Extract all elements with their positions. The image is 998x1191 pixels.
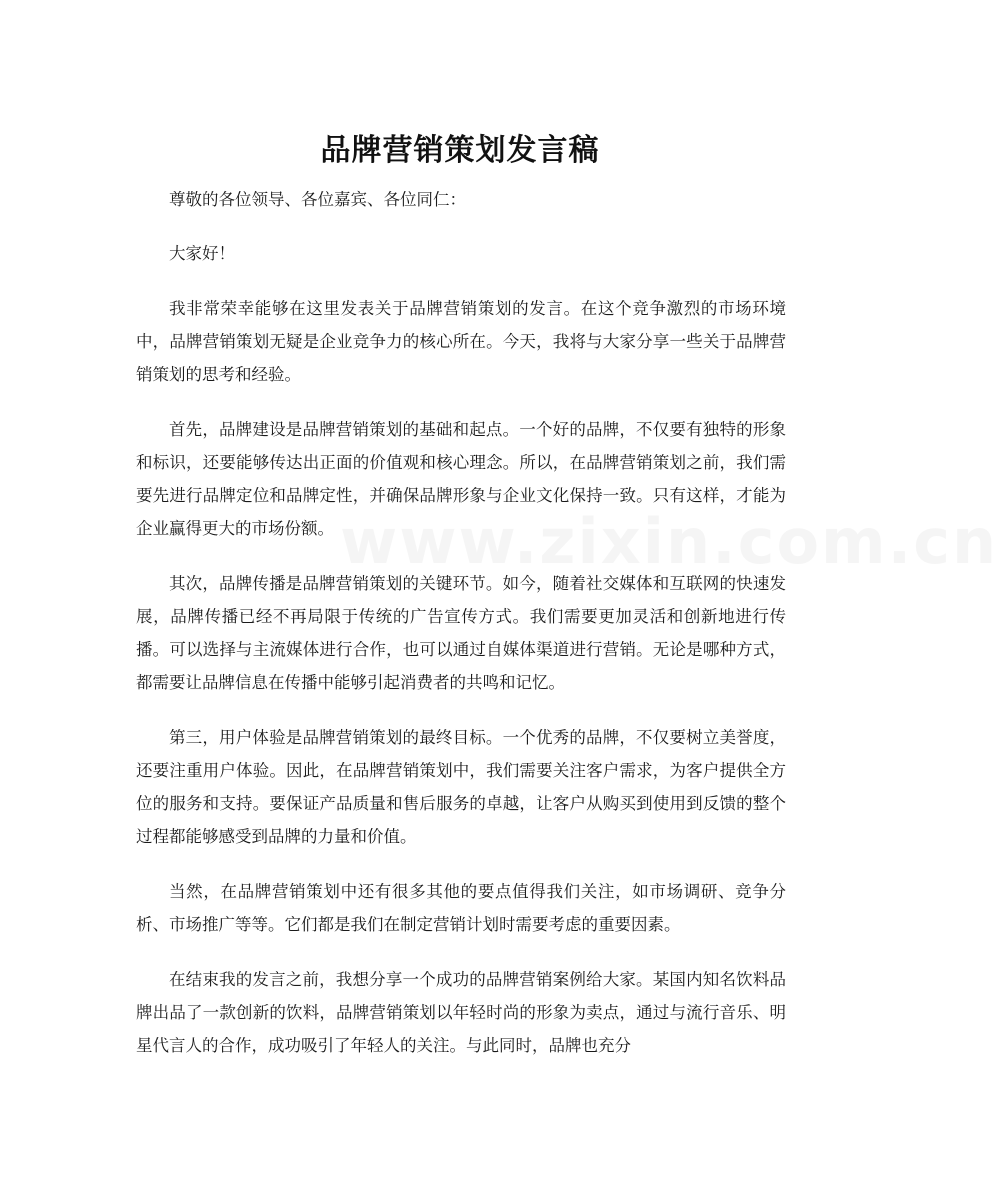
page-title: 品牌营销策划发言稿: [320, 133, 600, 169]
intro-paragraph: 我非常荣幸能够在这里发表关于品牌营销策划的发言。在这个竞争激烈的市场环境中，品牌营销策划无疑是企业竞争力的核心所在。今天，我将与大家分享一些关于品牌营销策划的思考和经验。: [136, 299, 786, 384]
speech-body: [136, 183, 786, 1084]
other-points-paragraph: 当然，在品牌营销策划中还有很多其他的要点值得我们关注，如市场调研、竞争分析、市场推广等等。它们都是我们在制定营销计划时需要考虑的重要因素。: [136, 882, 786, 934]
watermark: www.zixin.com.cn: [340, 505, 998, 578]
greeting-paragraph: 大家好！: [169, 244, 235, 263]
salutation-paragraph: 尊敬的各位领导、各位嘉宾、各位同仁：: [169, 190, 466, 209]
brand-communication-paragraph: 其次，品牌传播是品牌营销策划的关键环节。如今，随着社交媒体和互联网的快速发展，品牌传播已经不再局限于传统的广告宣传方式。我们需要更加灵活和创新地进行传播。可以选择与主流媒体进行合作，也可以通过自媒体渠道进行营销。无论是哪种方式，都需要让品牌信息在传播中能够引起消费者的共鸣和记忆。: [136, 574, 786, 692]
case-study-paragraph: 在结束我的发言之前，我想分享一个成功的品牌营销案例给大家。某国内知名饮料品牌出品了一款创新的饮料，品牌营销策划以年轻时尚的形象为卖点，通过与流行音乐、明星代言人的合作，成功吸引了年轻人的关注。与此同时，品牌也充分: [136, 970, 786, 1055]
user-experience-paragraph: 第三，用户体验是品牌营销策划的最终目标。一个优秀的品牌，不仅要树立美誉度，还要注重用户体验。因此，在品牌营销策划中，我们需要关注客户需求，为客户提供全方位的服务和支持。要保证产品质量和售后服务的卓越，让客户从购买到使用到反馈的整个过程都能够感受到品牌的力量和价值。: [136, 728, 786, 846]
brand-building-paragraph: 首先，品牌建设是品牌营销策划的基础和起点。一个好的品牌，不仅要有独特的形象和标识，还要能够传达出正面的价值观和核心理念。所以，在品牌营销策划之前，我们需要先进行品牌定位和品牌定性，并确保品牌形象与企业文化保持一致。只有这样，才能为企业赢得更大的市场份额。: [136, 420, 786, 538]
